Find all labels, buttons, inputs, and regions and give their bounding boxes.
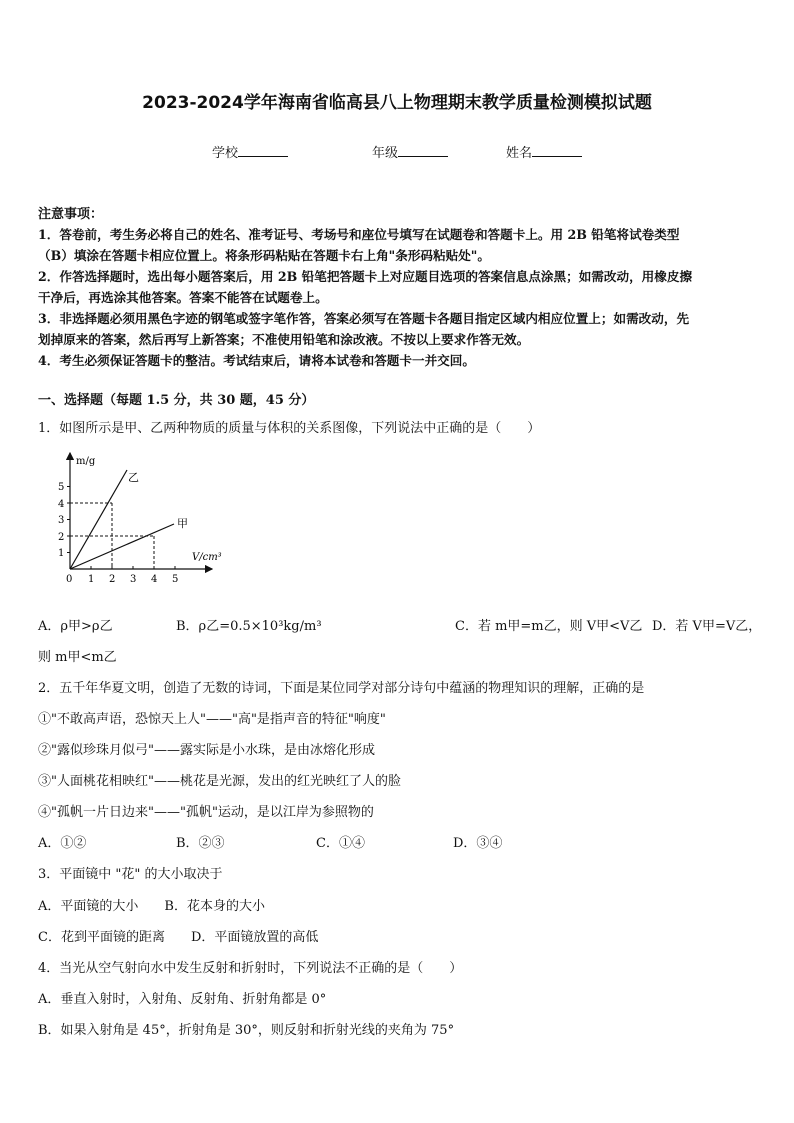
note-line: 1．答卷前，考生务必将自己的姓名、准考证号、考场号和座位号填写在试题卷和答题卡上。用 2B 铅笔将试卷类型 <box>38 227 680 242</box>
name-field <box>506 142 582 161</box>
note-line: （B）填涂在答题卡相应位置上。将条形码粘贴在答题卡右上角"条形码粘贴处"。 <box>38 248 490 263</box>
x-tick-label: 3 <box>130 574 137 585</box>
q3-options-line: A．平面镜的大小 B．花本身的大小 <box>38 899 265 914</box>
x-tick-label: 5 <box>172 574 179 585</box>
note-line: 划掉原来的答案，然后再写上新答案；不准使用铅笔和涂改液。不按以上要求作答无效。 <box>38 332 530 347</box>
q1-option-c: C．若 m甲=m乙，则 V甲<V乙 <box>455 619 643 634</box>
grade-label: 年级 <box>372 146 399 161</box>
note-line: 干净后，再选涂其他答案。答案不能答在试题卷上。 <box>38 290 328 305</box>
q2-option-b: B．②③ <box>176 836 225 851</box>
q2-item: ④"孤帆一片日边来"——"孤帆"运动，是以江岸为参照物的 <box>38 805 374 820</box>
line-jia <box>70 524 174 569</box>
q4-option-a: A．垂直入射时，入射角、反射角、折射角都是 0° <box>38 992 327 1007</box>
name-blank <box>532 144 582 157</box>
x-axis-label: V/cm³ <box>192 552 222 563</box>
q1-stem: 1．如图所示是甲、乙两种物质的质量与体积的关系图像，下列说法中正确的是（ ） <box>38 421 541 436</box>
notes-heading: 注意事项： <box>38 207 104 222</box>
y-tick-label: 1 <box>58 548 65 559</box>
q1-option-b: B．ρ乙=0.5×10³kg/m³ <box>176 619 322 634</box>
mass-volume-graph <box>52 448 232 588</box>
q4-stem: 4．当光从空气射向水中发生反射和折射时，下列说法不正确的是（ ） <box>38 961 463 976</box>
q2-item: ②"露似珍珠月似弓"——露实际是小水珠，是由冰熔化形成 <box>38 743 375 758</box>
page-title: 2023-2024学年海南省临高县八上物理期末教学质量检测模拟试题 <box>142 93 652 113</box>
x-tick-label: 0 <box>66 574 73 585</box>
q3-options-line: C．花到平面镜的距离 D．平面镜放置的高低 <box>38 930 319 945</box>
q4-option-b: B．如果入射角是 45°，折射角是 30°，则反射和折射光线的夹角为 75° <box>38 1023 455 1038</box>
q2-item: ③"人面桃花相映红"——桃花是光源，发出的红光映红了人的脸 <box>38 774 401 789</box>
x-tick-label: 4 <box>151 574 158 585</box>
q1-option-d: D．若 V甲=V乙， <box>652 619 762 634</box>
x-tick-label: 2 <box>109 574 116 585</box>
section-heading: 一、选择题（每题 1.5 分，共 30 题，45 分） <box>38 393 315 408</box>
q2-item: ①"不敢高声语，恐惊天上人"——"高"是指声音的特征"响度" <box>38 712 386 727</box>
note-line: 2．作答选择题时，选出每小题答案后，用 2B 铅笔把答题卡上对应题目选项的答案信息点涂黑；如需改动，用橡皮擦 <box>38 269 693 284</box>
y-tick-label: 2 <box>58 532 65 543</box>
school-blank <box>238 144 288 157</box>
school-field <box>212 142 288 161</box>
grade-blank <box>398 144 448 157</box>
q2-stem: 2．五千年华夏文明，创造了无数的诗词，下面是某位同学对部分诗句中蕴涵的物理知识的理解，正确的是 <box>38 681 645 696</box>
school-label: 学校 <box>212 146 239 161</box>
y-axis-label: m/g <box>76 456 96 467</box>
x-tick-label: 1 <box>88 574 95 585</box>
q2-option-d: D．③④ <box>453 836 503 851</box>
name-label: 姓名 <box>506 146 533 161</box>
line-jia-label: 甲 <box>177 517 188 530</box>
q2-option-a: A．①② <box>38 836 87 851</box>
note-line: 3．非选择题必须用黑色字迹的钢笔或签字笔作答，答案必须写在答题卡各题目指定区域内相应位置上；如需改动，先 <box>38 311 690 326</box>
q2-option-c: C．①④ <box>316 836 365 851</box>
q3-stem: 3．平面镜中 "花" 的大小取决于 <box>38 867 223 882</box>
q1-option-d-cont: 则 m甲<m乙 <box>38 650 117 665</box>
q1-option-a: A．ρ甲>ρ乙 <box>38 619 113 634</box>
y-tick-label: 3 <box>58 515 65 526</box>
y-tick-label: 5 <box>58 482 65 493</box>
note-line: 4．考生必须保证答题卡的整洁。考试结束后，请将本试卷和答题卡一并交回。 <box>38 353 475 368</box>
grade-field <box>372 142 448 161</box>
line-yi-label: 乙 <box>128 471 139 484</box>
y-tick-label: 4 <box>58 499 65 510</box>
line-yi <box>70 470 127 569</box>
